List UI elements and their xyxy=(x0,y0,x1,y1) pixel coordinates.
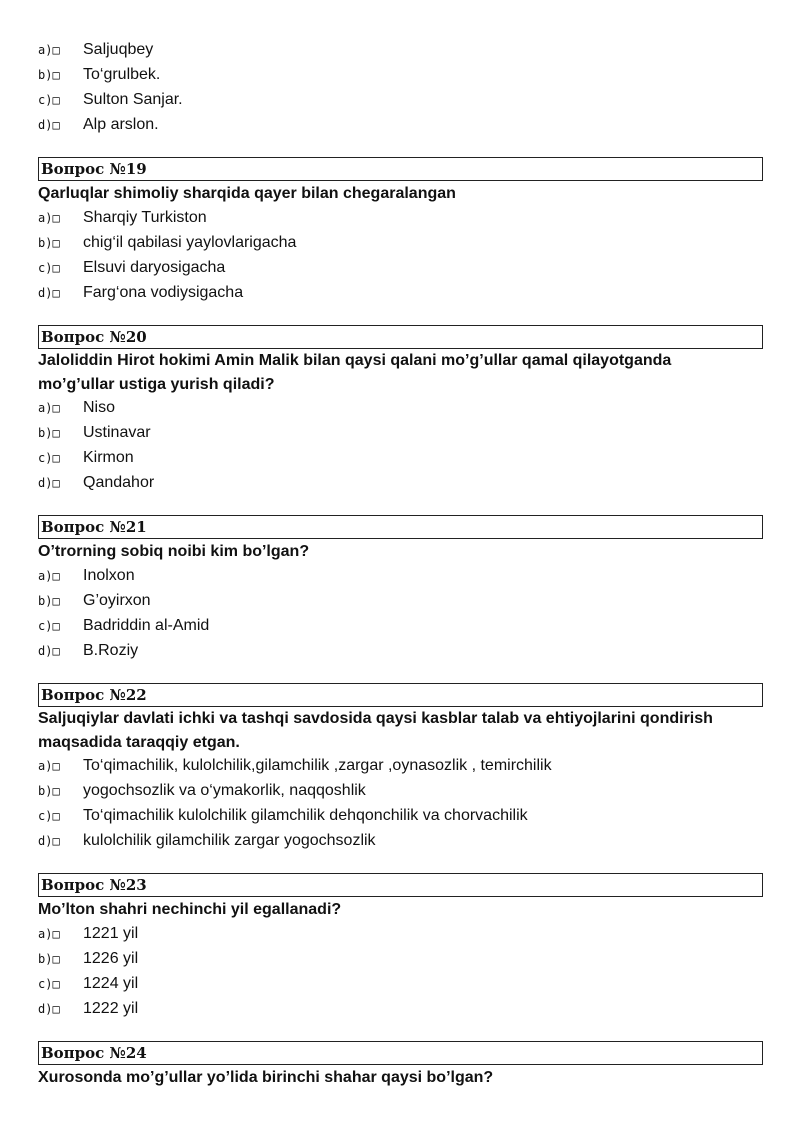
option-letter: d)□ xyxy=(38,118,60,132)
option-letter: a)□ xyxy=(38,569,60,583)
option-text: chig‘il qabilasi yaylovlarigacha xyxy=(83,234,297,251)
option-text: Saljuqbey xyxy=(83,41,154,58)
option-text: 1221 yil xyxy=(83,925,139,942)
option-text: Ustinavar xyxy=(83,424,151,441)
option-text: kulolchilik gilamchilik zargar yogochsozlik xyxy=(83,832,376,849)
option-letter: a)□ xyxy=(38,43,60,57)
option-letter: b)□ xyxy=(38,426,60,440)
option-text: Sharqiy Turkiston xyxy=(83,209,207,226)
question-header: Вопрос №21 xyxy=(38,515,763,539)
option-text: To‘grulbek. xyxy=(83,66,161,83)
option-letter: c)□ xyxy=(38,93,60,107)
option-text: G’oyirxon xyxy=(83,592,151,609)
option-text: B.Roziy xyxy=(83,642,139,659)
option-text: Sulton Sanjar. xyxy=(83,91,183,108)
option-text: 1226 yil xyxy=(83,950,139,967)
question-text: Saljuqiylar davlati ichki va tashqi savdosida qaysi kasblar talab va ehtiyojlarini qondirish maqsadida taraqqiy etgan. xyxy=(38,710,713,751)
option-text: Qandahor xyxy=(83,474,155,491)
option-text: To‘qimachilik kulolchilik gilamchilik dehqonchilik va chorvachilik xyxy=(83,807,528,824)
option-letter: d)□ xyxy=(38,834,60,848)
option-text: Alp arslon. xyxy=(83,116,159,133)
option-letter: a)□ xyxy=(38,401,60,415)
option-letter: a)□ xyxy=(38,211,60,225)
question-text: Qarluqlar shimoliy sharqida qayer bilan chegaralangan xyxy=(38,185,456,202)
option-letter: c)□ xyxy=(38,619,60,633)
question-header: Вопрос №23 xyxy=(38,873,763,897)
question-text: Jaloliddin Hirot hokimi Amin Malik bilan qaysi qalani mo’g’ullar qamal qilayotganda mo’g’ullar ustiga yurish qiladi? xyxy=(38,352,672,393)
option-text: Farg‘ona vodiysigacha xyxy=(83,284,244,301)
question-header: Вопрос №20 xyxy=(38,325,763,349)
question-text: Mo’lton shahri nechinchi yil egallanadi? xyxy=(38,901,342,918)
option-letter: a)□ xyxy=(38,927,60,941)
option-text: Kirmon xyxy=(83,449,134,466)
option-letter: b)□ xyxy=(38,784,60,798)
question-header: Вопрос №19 xyxy=(38,157,763,181)
question-header: Вопрос №22 xyxy=(38,683,763,707)
option-text: Badriddin al-Amid xyxy=(83,617,210,634)
option-letter: d)□ xyxy=(38,1002,60,1016)
option-letter: b)□ xyxy=(38,236,60,250)
option-text: To‘qimachilik, kulolchilik,gilamchilik ,zargar ,oynasozlik , temirchilik xyxy=(83,757,552,774)
option-letter: b)□ xyxy=(38,952,60,966)
option-letter: c)□ xyxy=(38,809,60,823)
option-letter: a)□ xyxy=(38,759,60,773)
question-text: O’trorning sobiq noibi kim bo’lgan? xyxy=(38,543,310,560)
option-letter: b)□ xyxy=(38,68,60,82)
question-header: Вопрос №24 xyxy=(38,1041,763,1065)
option-letter: d)□ xyxy=(38,644,60,658)
option-letter: d)□ xyxy=(38,286,60,300)
option-letter: c)□ xyxy=(38,977,60,991)
option-text: 1222 yil xyxy=(83,1000,139,1017)
option-text: Inolxon xyxy=(83,567,135,584)
option-text: 1224 yil xyxy=(83,975,139,992)
option-text: yogochsozlik va o‘ymakorlik, naqqoshlik xyxy=(83,782,366,799)
option-letter: d)□ xyxy=(38,476,60,490)
question-text: Xurosonda mo’g’ullar yo’lida birinchi shahar qaysi bo’lgan? xyxy=(38,1069,494,1086)
option-text: Elsuvi daryosigacha xyxy=(83,259,226,276)
option-letter: c)□ xyxy=(38,451,60,465)
option-letter: c)□ xyxy=(38,261,60,275)
option-text: Niso xyxy=(83,399,116,416)
option-letter: b)□ xyxy=(38,594,60,608)
